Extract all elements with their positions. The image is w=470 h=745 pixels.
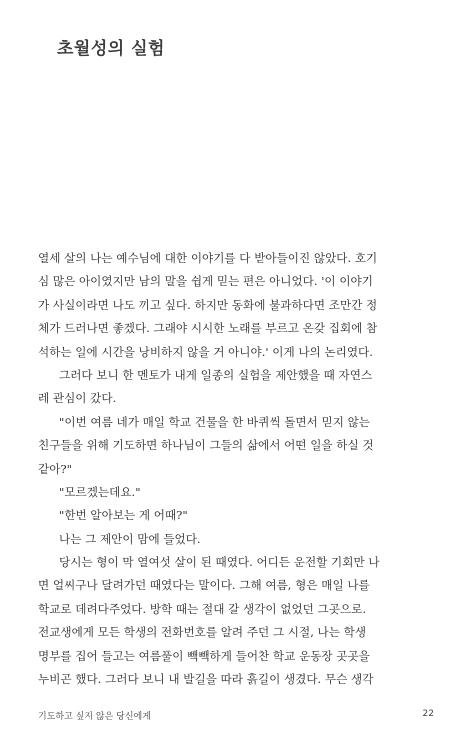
text-line: "한번 알아보는 게 어때?" bbox=[59, 508, 188, 523]
text-line: 명부를 집어 들고는 여름풀이 빽빽하게 들어찬 학교 운동장 곳곳을 bbox=[38, 648, 370, 663]
text-line: 심 많은 아이였지만 남의 말을 쉽게 믿는 편은 아니었다. '이 이야기 bbox=[38, 274, 373, 289]
text-line: "이번 여름 네가 매일 학교 건물을 한 바퀴씩 돌면서 믿지 않는 bbox=[59, 414, 370, 429]
text-line: 당시는 형이 막 열여섯 살이 된 때였다. 어디든 운전할 기회만 나 bbox=[59, 555, 380, 570]
text-line: 친구들을 위해 기도하면 하나님이 그들의 삶에서 어떤 일을 하실 것 bbox=[38, 438, 374, 453]
running-footer-title: 기도하고 싶지 않은 당신에게 bbox=[38, 712, 151, 722]
chapter-title: 초월성의 실험 bbox=[57, 39, 165, 59]
text-line: 그러다 보니 한 멘토가 내게 일종의 실험을 제안했을 때 자연스 bbox=[59, 367, 373, 382]
text-line: 체가 드러나면 좋겠다. 그래야 시시한 노래를 부르고 온갖 집회에 참 bbox=[38, 321, 378, 336]
body-text bbox=[38, 247, 434, 691]
text-line: 학교로 데려다주었다. 방학 때는 절대 갈 생각이 없었던 그곳으로. bbox=[38, 601, 367, 616]
page-number: 22 bbox=[422, 709, 434, 719]
text-line: "모르겠는데요." bbox=[59, 484, 141, 499]
text-line: 석하는 일에 시간을 낭비하지 않을 거 아니야.' 이게 나의 논리였다. bbox=[38, 344, 373, 359]
text-line: 열세 살의 나는 예수님에 대한 이야기를 다 받아들이진 않았다. 호기 bbox=[38, 251, 378, 265]
text-line: 레 관심이 갔다. bbox=[38, 391, 117, 406]
text-line: 가 사실이라면 나도 끼고 싶다. 하지만 동화에 불과하다면 조만간 정 bbox=[38, 297, 378, 312]
text-line: 누비곤 했다. 그러다 보니 내 발길을 따라 흙길이 생겼다. 무슨 생각 bbox=[38, 672, 374, 687]
text-line: 나는 그 제안이 맘에 들었다. bbox=[59, 531, 201, 546]
text-line: 면 얼씨구나 달려가던 때였다는 말이다. 그해 여름, 형은 매일 나를 bbox=[38, 578, 370, 593]
text-line: 같아?" bbox=[38, 461, 72, 476]
text-line: 전교생에게 모든 학생의 전화번호를 알려 주던 그 시절, 나는 학생 bbox=[38, 625, 367, 640]
